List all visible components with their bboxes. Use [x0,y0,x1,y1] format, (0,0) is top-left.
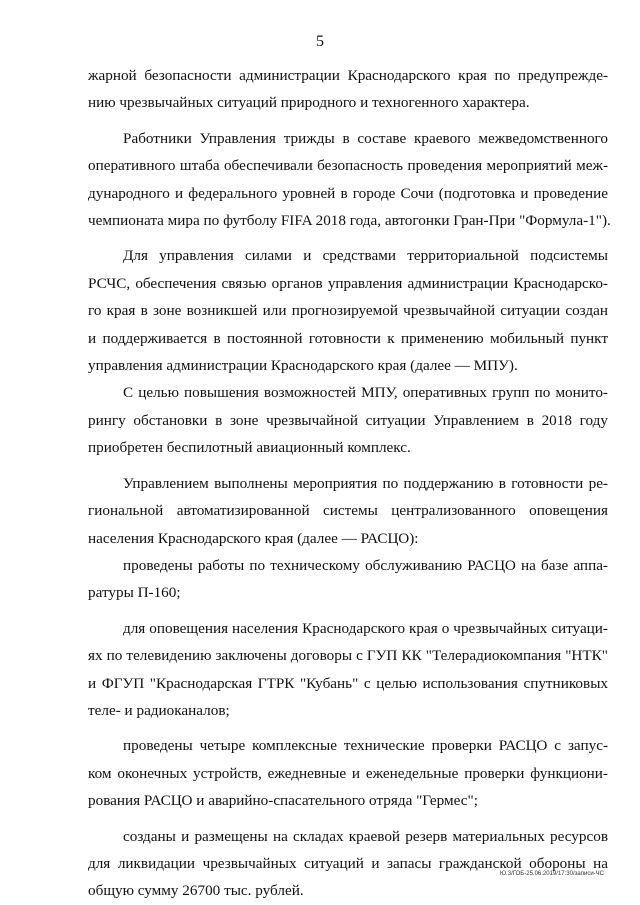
text-line: ратуры П-160; [88,584,181,602]
text-line: С целью повышения возможностей МПУ, оперативных групп по монито- [123,384,608,402]
text-line: общую сумму 26700 тыс. рублей. [88,882,304,900]
text-line: управления администрации Краснодарского края (далее — МПУ). [88,357,518,375]
paragraph [88,552,608,607]
text-line: проведены работы по техническому обслуживанию РАСЦО на базе аппа- [123,556,608,574]
text-line: проведены четыре комплексные технические проверки РАСЦО с запус- [123,737,608,755]
text-line: теле- и радиоканалов; [88,701,230,719]
document-body [88,62,611,905]
text-line: ком оконечных устройств, ежедневные и еженедельные проверки функциони- [88,764,608,782]
paragraph [88,615,608,725]
text-line: рингу обстановки в зоне чрезвычайной ситуации Управлением в 2018 году [88,411,608,429]
text-line: рования РАСЦО и аварийно-спасательного отряда "Гермес"; [88,792,478,810]
document-footer-code: Ю.3/ГОБ-25.06.2019/17:30/записи-ЧС [500,871,604,877]
text-line: нию чрезвычайных ситуаций природного и техногенного характера. [88,94,530,112]
text-line: для ликвидации чрезвычайных ситуаций и запасы гражданской обороны на [88,854,608,872]
paragraph [88,823,608,905]
paragraph [88,242,608,379]
text-line: чемпионата мира по футболу FIFA 2018 года, автогонки Гран-При "Формула-1"). [88,212,611,230]
text-line: го края в зоне возникшей или прогнозируемой чрезвычайной ситуации создан [88,302,608,320]
text-line: Для управления силами и средствами территориальной подсистемы [123,247,608,265]
text-line: гиональной автоматизированной системы централизованного оповещения [88,502,608,520]
text-line: ях по телевидению заключены договоры с ГУП КК "Телерадиокомпания "НТК" [88,647,608,665]
paragraph [88,379,608,461]
page-number: 5 [316,33,324,50]
paragraph [88,62,608,117]
text-line: и поддерживается в постоянной готовности к применению мобильный пункт [88,329,608,347]
paragraph [88,732,608,814]
paragraph [88,470,608,552]
text-line: дународного и федерального уровней в городе Сочи (подготовка и проведение [88,184,608,202]
paragraph [88,125,611,235]
text-line: населения Краснодарского края (далее — РАСЦО): [88,529,419,547]
text-line: приобретен беспилотный авиационный комплекс. [88,439,411,457]
text-line: жарной безопасности администрации Краснодарского края по предупрежде- [88,67,608,84]
text-line: Управлением выполнены мероприятия по поддержанию в готовности ре- [123,474,608,492]
text-line: оперативного штаба обеспечивали безопасность проведения мероприятий меж- [88,157,608,175]
text-line: созданы и размещены на складах краевой резерв материальных ресурсов [123,827,608,845]
text-line: Работники Управления трижды в составе краевого межведомственного [123,129,608,147]
text-line: для оповещения населения Краснодарского края о чрезвычайных ситуаци- [123,619,608,637]
text-line: РСЧС, обеспечения связью органов управления администрации Краснодарско- [88,274,608,292]
text-line: и ФГУП "Краснодарская ГТРК "Кубань" с целью использования спутниковых [88,674,608,692]
